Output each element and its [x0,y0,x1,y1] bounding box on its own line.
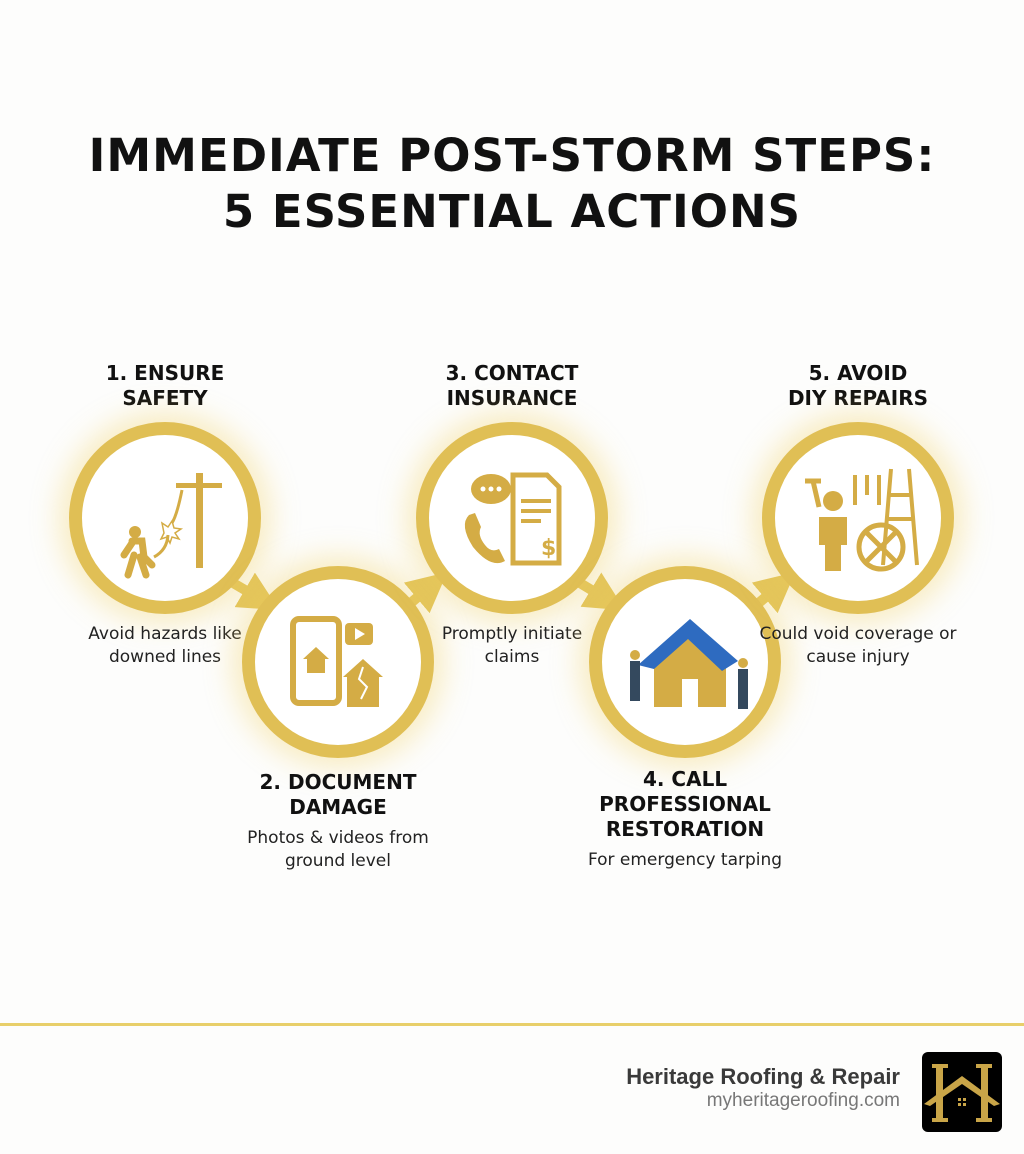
step-1-circle [69,422,261,614]
step-4-circle [589,566,781,758]
step-3-desc: Promptly initiate claims [441,624,583,667]
footer-divider [0,1023,1024,1026]
phone-claim-document-icon [429,435,595,601]
step-3-circle [416,422,608,614]
step-1-title: 1. ENSURE SAFETY [105,361,225,410]
person-downed-power-line-icon [82,435,248,601]
step-1-desc: Avoid hazards like downed lines [88,624,242,667]
step-2-desc: Photos & videos from ground level [247,828,429,871]
title-line-2: 5 ESSENTIAL ACTIONS [222,185,802,238]
step-4-desc: For emergency tarping [587,850,783,870]
step-2-circle [242,566,434,758]
step-5-desc: Could void coverage or cause injury [759,624,957,667]
step-5-title: 5. AVOID DIY REPAIRS [787,361,929,410]
step-2-title: 2. DOCUMENT DAMAGE [259,770,417,819]
phone-camera-house-icon [255,579,421,745]
worker-tools-prohibited-icon [775,435,941,601]
workers-tarping-roof-icon [602,579,768,745]
step-5-circle [762,422,954,614]
house-h-logo-icon [922,1052,1002,1132]
step-4-title: 4. CALL PROFESSIONAL RESTORATION [599,767,771,841]
company-logo [922,1052,1002,1132]
title-line-1: IMMEDIATE POST-STORM STEPS: [88,129,936,182]
company-website: myheritageroofing.com [706,1090,900,1111]
brand-block [626,1064,900,1112]
svg-text:$: $ [541,536,557,561]
company-name: Heritage Roofing & Repair [626,1064,900,1089]
step-3-title: 3. CONTACT INSURANCE [445,361,579,410]
